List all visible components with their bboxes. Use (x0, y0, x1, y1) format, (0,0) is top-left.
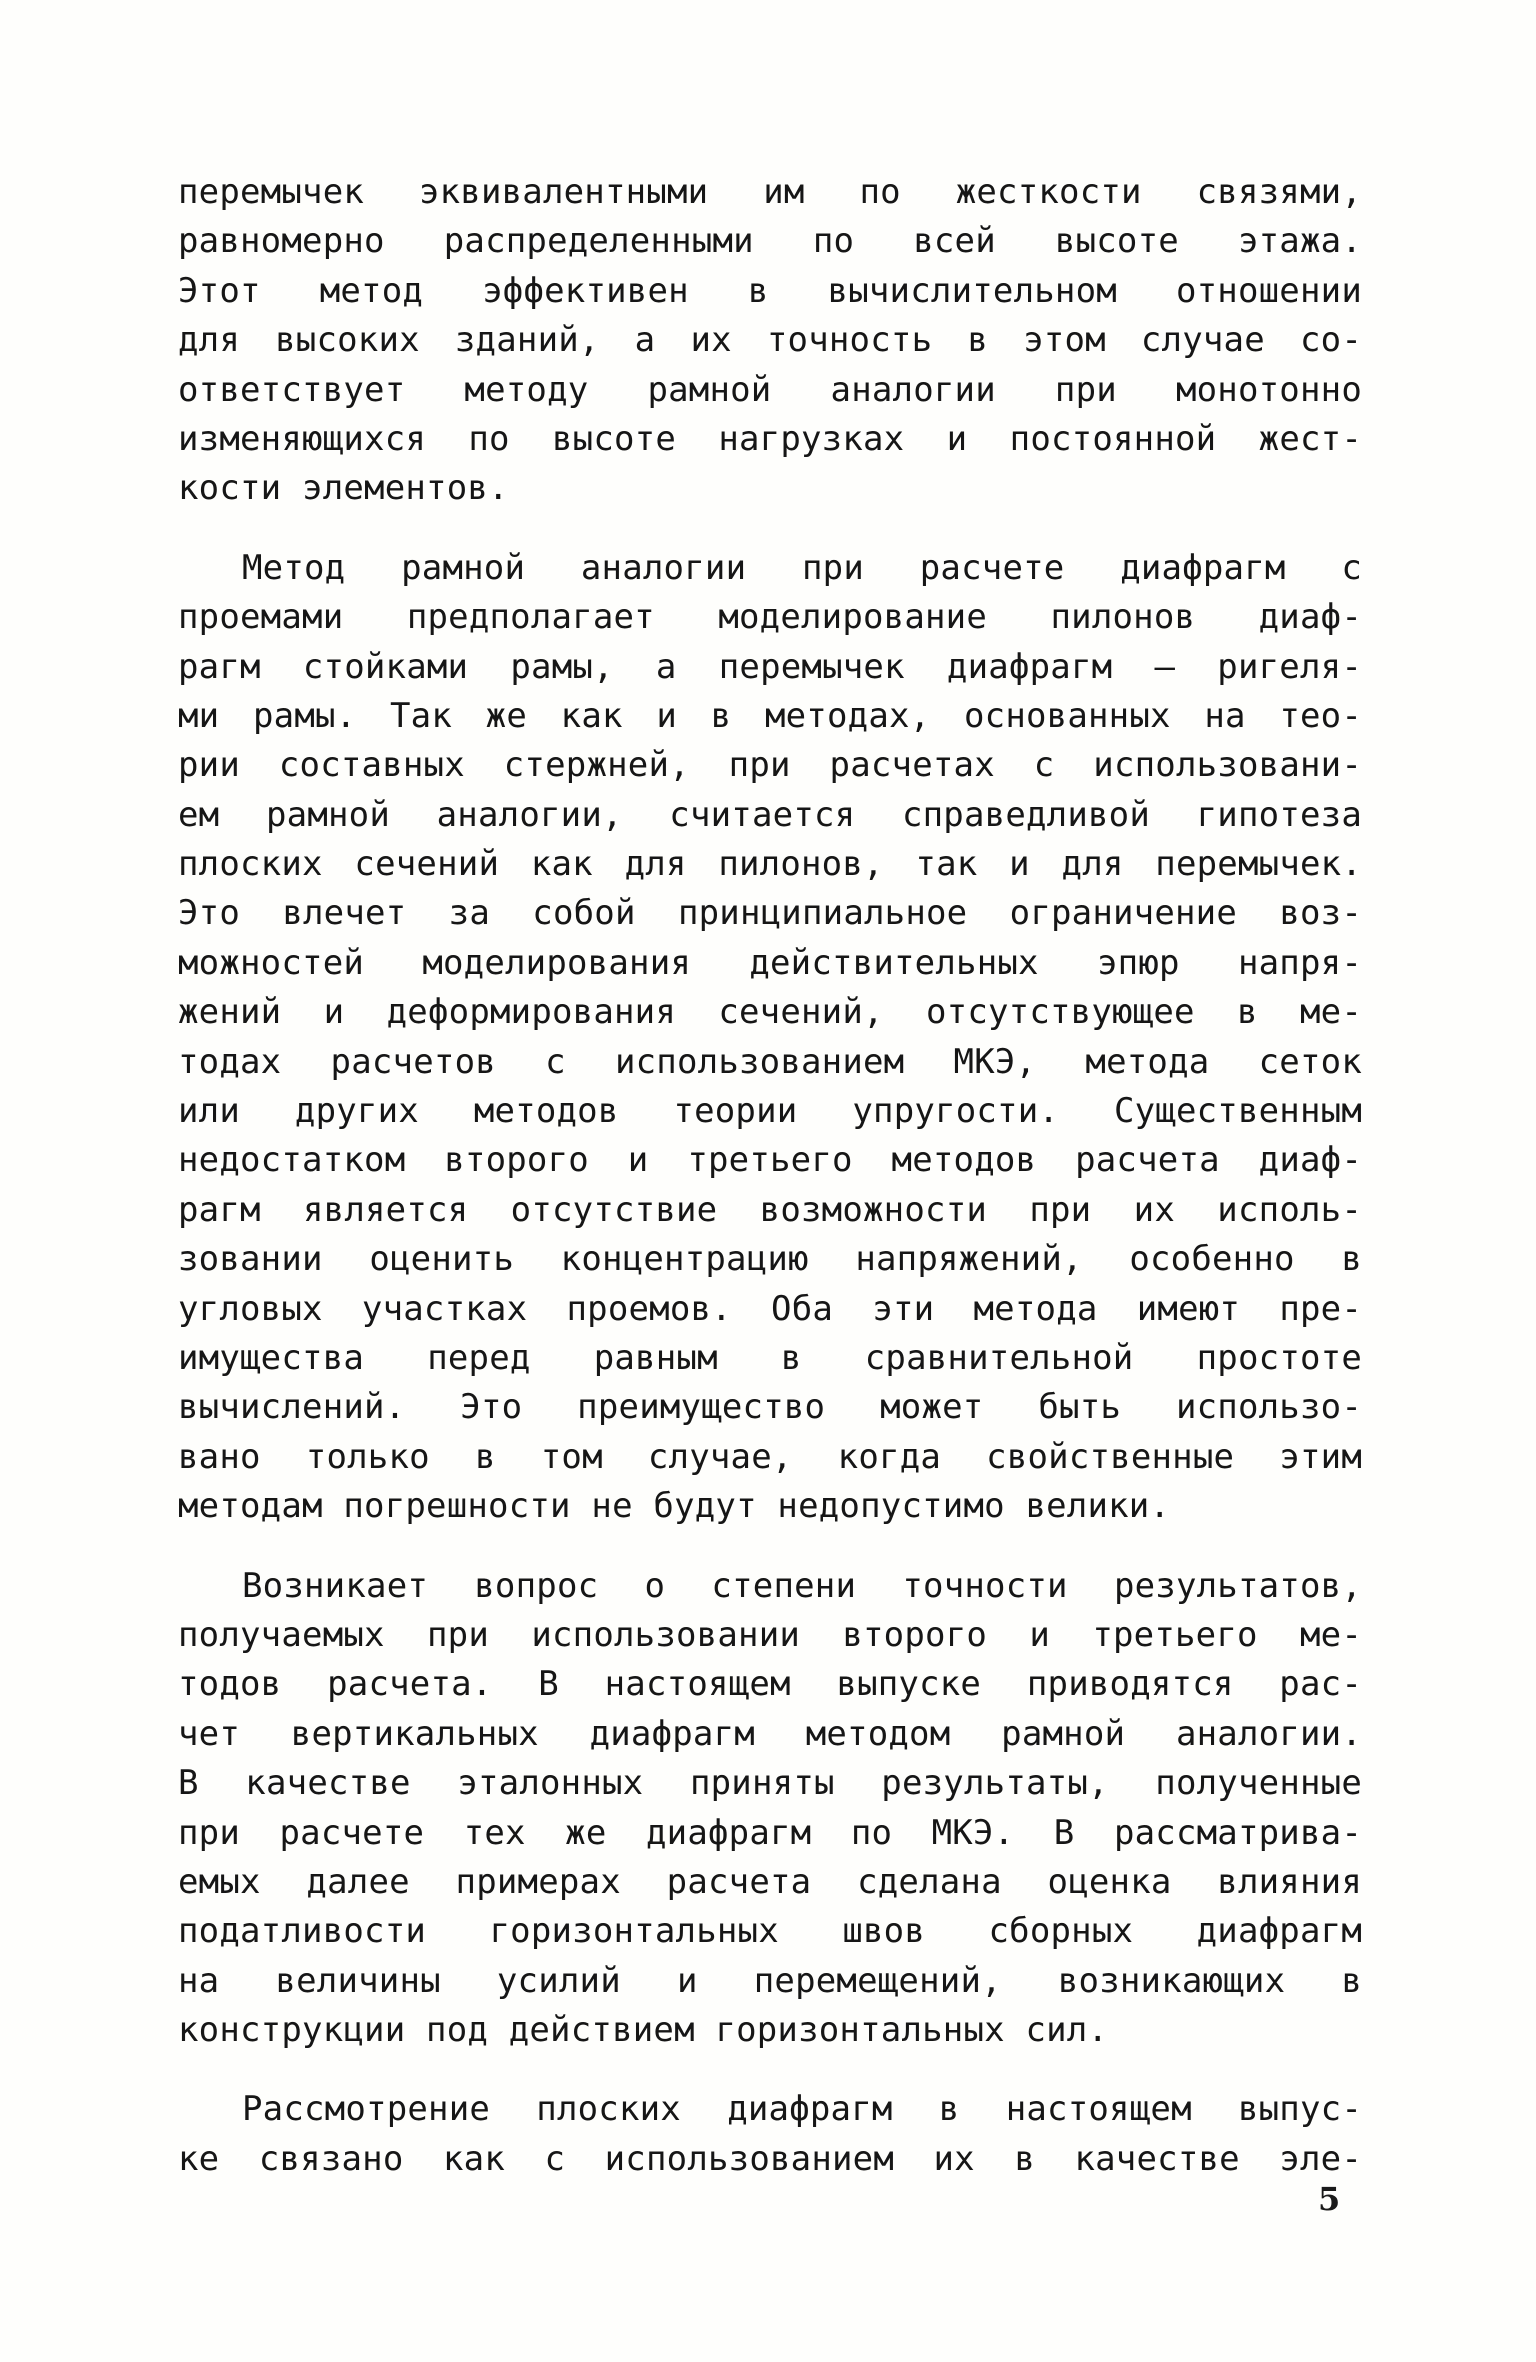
text-line: перемычек эквивалентными им по жесткости связями, (178, 172, 1362, 212)
text-line: равномерно распределенными по всей высоте этажа. (178, 221, 1362, 262)
text-line: емых далее примерах расчета сделана оценка влияния (178, 1861, 1362, 1902)
text-line: зовании оценить концентрацию напряжений, особенно в (178, 1239, 1362, 1280)
text-line: плоских сечений как для пилонов, так и для перемычек. (178, 844, 1362, 885)
text-line: недостатком второго и третьего методов расчета диаф- (178, 1140, 1362, 1181)
text-line: тодах расчетов с использованием МКЭ, метода сеток (178, 1041, 1362, 1082)
text-line: методам погрешности не будут недопустимо велики. (178, 1486, 1171, 1527)
paragraph (178, 544, 1362, 1532)
text-line: чет вертикальных диафрагм методом рамной аналогии. (178, 1713, 1362, 1754)
text-line: Этот метод эффективен в вычислительном отношении (178, 270, 1362, 311)
text-line: для высоких зданий, а их точность в этом случае со- (178, 320, 1362, 361)
text-line: ми рамы. Так же как и в методах, основанных на тео- (178, 695, 1362, 736)
body-text (178, 168, 1362, 2184)
text-line: на величины усилий и перемещений, возникающих в (178, 1960, 1362, 2001)
paragraph (178, 2085, 1362, 2184)
page-number: 5 (1318, 2180, 1341, 2218)
text-line: ответствует методу рамной аналогии при монотонно (178, 369, 1362, 410)
text-line: проемами предполагает моделирование пилонов диаф- (178, 597, 1362, 638)
text-line: имущества перед равным в сравнительной простоте (178, 1337, 1362, 1378)
text-line: рагм является отсутствие возможности при их исполь- (178, 1189, 1362, 1230)
text-line: угловых участках проемов. Оба эти метода имеют пре- (178, 1288, 1362, 1329)
text-line: податливости горизонтальных швов сборных диафрагм (178, 1911, 1362, 1952)
text-line: вано только в том случае, когда свойственные этим (178, 1436, 1362, 1477)
text-line: ем рамной аналогии, считается справедливой гипотеза (178, 794, 1362, 835)
text-line: рии составных стержней, при расчетах с использовани- (178, 745, 1362, 786)
text-line: или других методов теории упругости. Существенным (178, 1091, 1362, 1132)
text-line: В качестве эталонных приняты результаты, полученные (178, 1763, 1362, 1804)
text-line: Возникает вопрос о степени точности результатов, (242, 1565, 1362, 1606)
text-line: при расчете тех же диафрагм по МКЭ. В рассматрива- (178, 1812, 1362, 1853)
text-line: изменяющихся по высоте нагрузках и постоянной жест- (178, 418, 1362, 459)
text-line: получаемых при использовании второго и третьего ме- (178, 1614, 1362, 1655)
text-line: рагм стойками рамы, а перемычек диафрагм – ригеля- (178, 646, 1362, 687)
text-line: вычислений. Это преимущество может быть использо- (178, 1387, 1362, 1428)
text-line: Рассмотрение плоских диафрагм в настоящем выпус- (242, 2089, 1362, 2130)
text-line: Метод рамной аналогии при расчете диафрагм с (242, 547, 1362, 588)
paragraph (178, 168, 1362, 514)
text-line: конструкции под действием горизонтальных сил. (178, 2010, 1109, 2051)
text-line: ке связано как с использованием их в качестве эле- (178, 2138, 1362, 2179)
paragraph (178, 1562, 1362, 2056)
text-line: Это влечет за собой принципиальное ограничение воз- (178, 893, 1362, 934)
text-line: жений и деформирования сечений, отсутствующее в ме- (178, 992, 1362, 1033)
text-line: кости элементов. (178, 468, 509, 509)
text-line: можностей моделирования действительных эпюр напря- (178, 942, 1362, 983)
text-line: тодов расчета. В настоящем выпуске приводятся рас- (178, 1664, 1362, 1705)
